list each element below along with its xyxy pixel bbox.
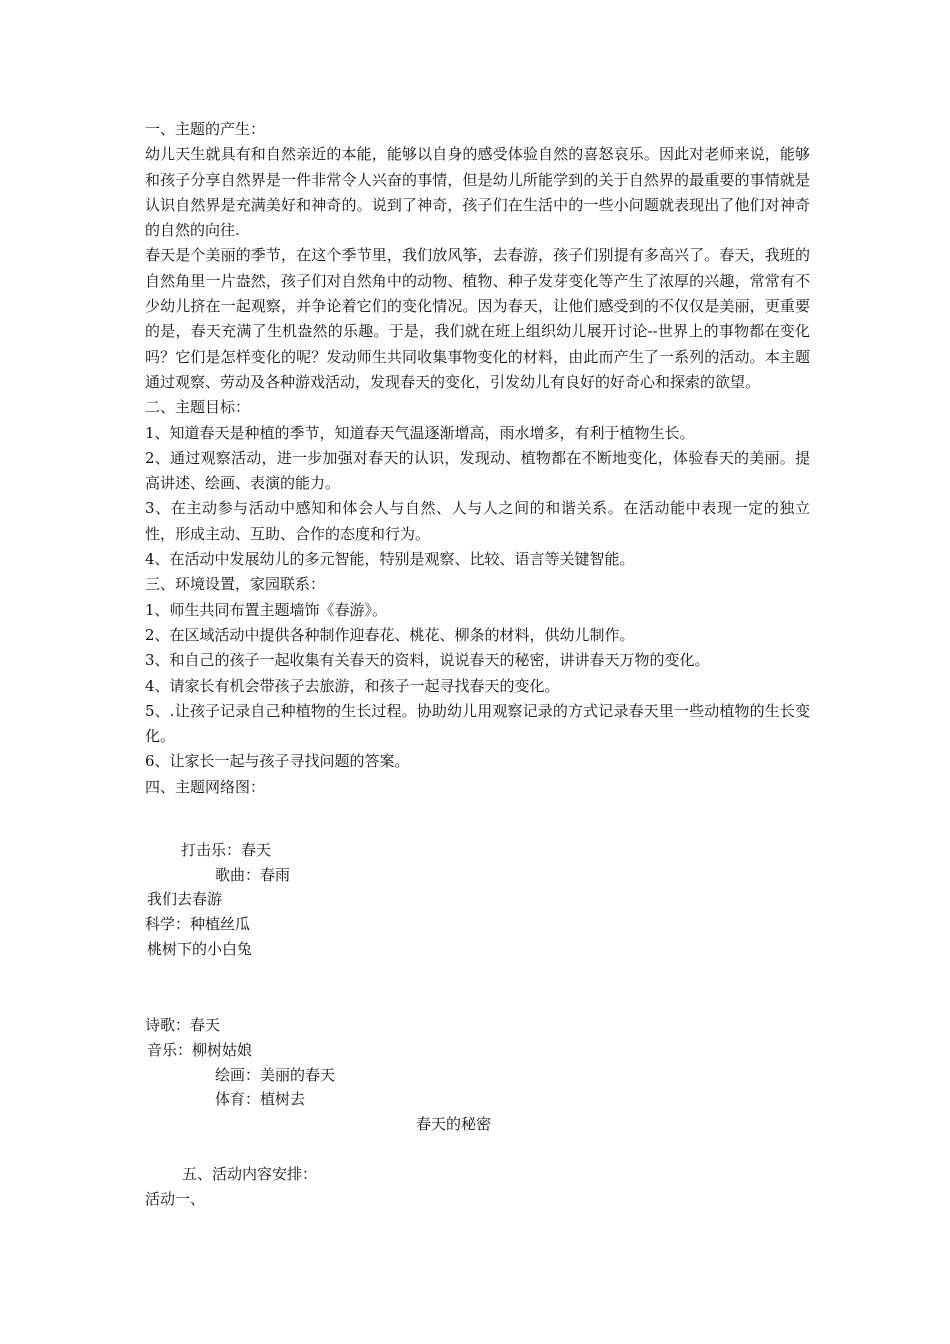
network-node: 桃树下的小白兔 bbox=[147, 940, 253, 958]
environment-item: 5、.让孩子记录自己种植物的生长过程。协助幼儿用观察记录的方式记录春天里一些动植物的生长变化。 bbox=[145, 701, 810, 746]
network-center-node: 春天的秘密 bbox=[416, 1115, 492, 1133]
section4-heading: 四、主题网络图： bbox=[145, 777, 266, 796]
environment-item: 4、请家长有机会带孩子去旅游，和孩子一起寻找春天的变化。 bbox=[145, 676, 560, 695]
network-node: 诗歌：春天 bbox=[145, 1016, 221, 1034]
section2-heading: 二、主题目标： bbox=[145, 398, 251, 417]
environment-item: 6、让家长一起与孩子寻找问题的答案。 bbox=[145, 752, 410, 771]
goal-item: 1、知道春天是种植的季节，知道春天气温逐渐增高，雨水增多，有利于植物生长。 bbox=[145, 423, 695, 442]
goal-item: 3、在主动参与活动中感知和体会人与自然、人与人之间的和谐关系。在活动能中表现一定的独立性，形成主动、互助、合作的态度和行为。 bbox=[145, 499, 810, 543]
section1-paragraph-1: 幼儿天生就具有和自然亲近的本能，能够以自身的感受体验自然的喜怒哀乐。因此对老师来说，能够和孩子分享自然界是一件非常令人兴奋的事情，但是幼儿所能学到的关于自然界的最重要的事情就是认识自然界是充满美好和神奇的。说到了神奇，孩子们在生活中的一些小问题就表现出了他们对神奇的自然的向往. bbox=[145, 145, 810, 240]
environment-item: 1、师生共同布置主题墙饰《春游》。 bbox=[145, 600, 388, 619]
network-node: 绘画：美丽的春天 bbox=[215, 1066, 336, 1084]
activity-label: 活动一、 bbox=[145, 1190, 206, 1208]
environment-item: 3、和自己的孩子一起收集有关春天的资料，说说春天的秘密，讲讲春天万物的变化。 bbox=[145, 651, 710, 670]
network-node: 音乐：柳树姑娘 bbox=[147, 1041, 253, 1059]
network-node: 科学：种植丝瓜 bbox=[145, 915, 251, 933]
network-node: 打击乐：春天 bbox=[181, 841, 272, 859]
goal-item: 4、在活动中发展幼儿的多元智能，特别是观察、比较、语言等关键智能。 bbox=[145, 550, 635, 569]
section1-paragraph-2: 春天是个美丽的季节，在这个季节里，我们放风筝，去春游，孩子们别提有多高兴了。春天，我班的自然角里一片盎然，孩子们对自然角中的动物、植物、种子发芽变化等产生了浓厚的兴趣，常常有不少幼儿挤在一起观察，并争论着它们的变化情况。因为春天，让他们感受到的不仅仅是美丽，更重要的是，春天充满了生机盎然的乐趣。于是，我们就在班上组织幼儿展开讨论--世界上的事物都在变化吗？它们是怎样变化的呢？发动师生共同收集事物变化的材料，由此而产生了一系列的活动。本主题通过观察、劳动及各种游戏活动，发现春天的变化，引发幼儿有良好的好奇心和探索的欲望。 bbox=[145, 246, 810, 391]
network-node: 歌曲：春雨 bbox=[215, 866, 291, 884]
section1-heading: 一、主题的产生： bbox=[145, 120, 266, 138]
section3-heading: 三、环境设置，家园联系： bbox=[145, 575, 326, 594]
goal-item: 2、通过观察活动，进一步加强对春天的认识，发现动、植物都在不断地变化，体验春天的美丽。提高讲述、绘画、表演的能力。 bbox=[145, 448, 810, 493]
environment-item: 2、在区域活动中提供各种制作迎春花、桃花、柳条的材料，供幼儿制作。 bbox=[145, 625, 635, 644]
network-node: 我们去春游 bbox=[147, 890, 223, 908]
network-node: 体育：植树去 bbox=[215, 1090, 306, 1108]
document-body bbox=[145, 117, 810, 800]
section5-heading: 五、活动内容安排： bbox=[182, 1165, 318, 1183]
